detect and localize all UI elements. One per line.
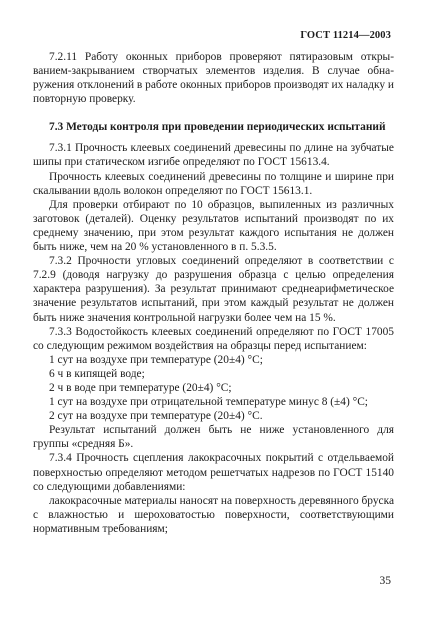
paragraph-samples: Для проверки отбирают по 10 образцов, выпиленных из различных заготовок (деталей). Оценку результатов испытаний производят по их среднему значению, при этом результат каждого испытания не должен быть ниже, чем на 20 % установленного в п. 5.3.5. (33, 198, 394, 254)
section-heading: 7.3 Методы контроля при проведении периодических испытаний (49, 121, 386, 134)
list-item-2: 6 ч в кипящей воде; (49, 367, 145, 380)
document-code: ГОСТ 11214—2003 (300, 30, 391, 41)
list-item-4: 1 сут на воздухе при отрицательной температуре минус 8 (±4) °С; (49, 396, 368, 409)
list-item-5: 2 сут на воздухе при температуре (20±4) °С. (49, 410, 263, 423)
spacer (33, 134, 394, 141)
page-number: 35 (379, 575, 391, 587)
list-item-3: 2 ч в воде при температуре (20±4) °С; (49, 381, 232, 394)
list-item-1: 1 сут на воздухе при температуре (20±4) °С; (49, 353, 263, 366)
paragraph-thickness: Прочность клеевых соединений древесины по толщине и ширине при скалывании вдоль волокон определяют по ГОСТ 15613.1. (33, 170, 394, 197)
paragraph-7-3-3: 7.3.3 Водостойкость клеевых соединений определяют по ГОСТ 17005 со следующим режимом воздействия на образцы перед испытанием: (33, 325, 394, 352)
spacer (33, 106, 394, 120)
paragraph-result: Результат испытаний должен быть не ниже установленного для группы «средняя Б». (33, 424, 394, 451)
paragraph-7-2-11: 7.2.11 Работу оконных приборов проверяют пятиразовым открыванием-закрыванием створчатых элементов изделия. В случае обнаружения отклонений в работе оконных приборов производят их наладку и повторную проверку. (33, 51, 394, 106)
paragraph-7-3-4: 7.3.4 Прочность сцепления лакокрасочных покрытий с отдельваемой поверхностью определяют методом решетчатых надрезов по ГОСТ 15140 со следующими добавлениями: (33, 452, 394, 493)
paragraph-lacquer: лакокрасочные материалы наносят на поверхность деревянного бруска с влажностью и шероховатостью поверхности, соответствующими нормативным требованиям; (33, 494, 395, 535)
document-body (33, 50, 394, 536)
paragraph-7-3-1: 7.3.1 Прочность клеевых соединений древесины по длине на зубчатые шипы при статическом изгибе определяют по ГОСТ 15613.4. (33, 142, 394, 169)
paragraph-7-3-2: 7.3.2 Прочности угловых соединений определяют в соответствии с 7.2.9 (доводя нагрузку до разрушения образца с целью определения характера разрушения). За результат принимают среднеарифметическое значение результатов испытаний, при этом каждый результат не должен быть ниже значения контрольной нагрузки более чем на 15 %. (33, 255, 394, 324)
